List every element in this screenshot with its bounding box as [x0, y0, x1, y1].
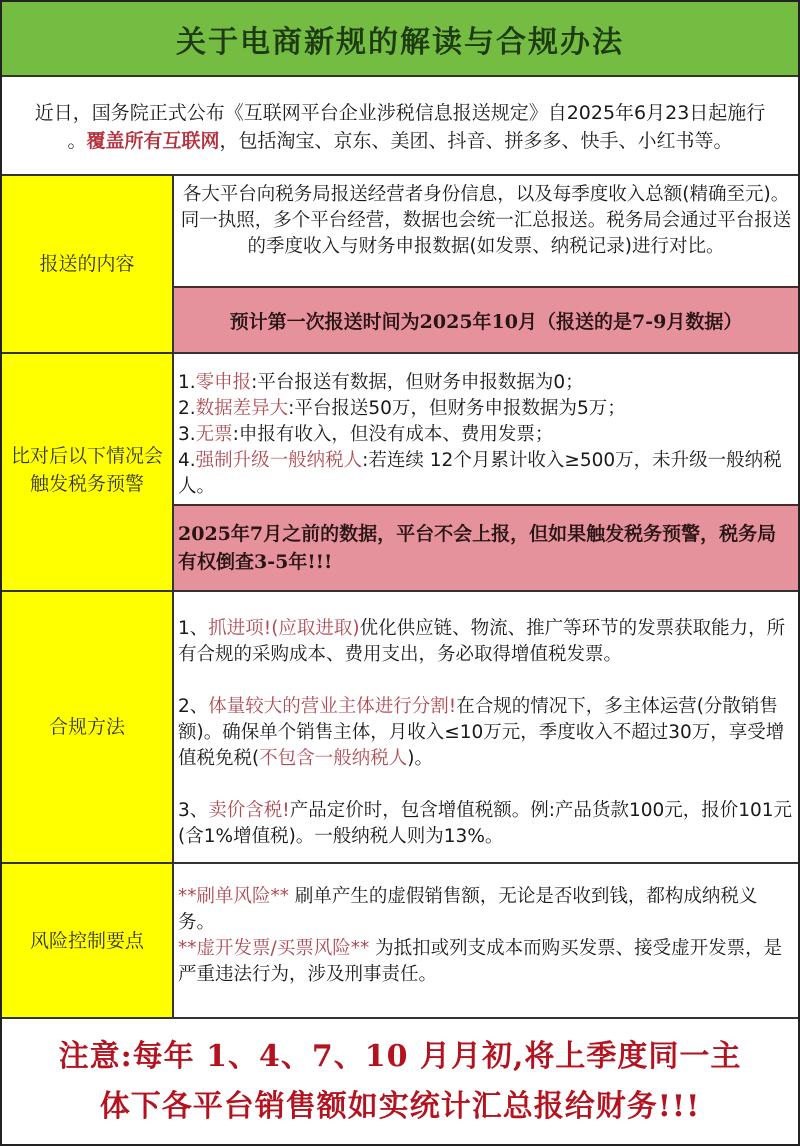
risk-item: **虚开发票/买票风险** 为抵扣或列支成本而购买发票、接受虚开发票，是严重违法行为，涉及刑事责任。 [178, 938, 783, 985]
section-tax-warnings [2, 354, 798, 592]
risk-keyword: **虚开发票/买票风险** [178, 938, 370, 959]
method-keyword: 卖价含税! [208, 800, 290, 821]
footer-reminder [2, 1019, 798, 1144]
warning-keyword: 零申报 [195, 372, 252, 393]
footer-line-2: 体下各平台销售额如实统计汇总报给财务!!! [99, 1088, 701, 1124]
method-item: 3、卖价含税!产品定价时，包含增值税额。例:产品货款100元，报价101元(含1%增值税)。一般纳税人则为13%。 [178, 800, 793, 847]
intro-line-2: 。覆盖所有互联网，包括淘宝、京东、美团、抖音、拼多多、快手、小红书等。 [67, 129, 733, 152]
section-note: 预计第一次报送时间为2025年10月（报送的是7-9月数据） [174, 286, 798, 352]
section-note: 2025年7月之前的数据，平台不会上报，但如果触发税务预警，税务局有权倒查3-5年!!! [174, 504, 798, 590]
page-title: 关于电商新规的解读与合规办法 [176, 24, 624, 60]
warning-keyword: 无票 [195, 424, 233, 445]
method-list [174, 592, 798, 862]
method-item: 1、抓进项!(应取进取)优化供应链、物流、推广等环节的发票获取能力，所有合规的采购成本、费用支出，务必取得增值税发票。 [178, 618, 786, 665]
footer-line-1: 注意:每年 1、4、7、10 月月初,将上季度同一主 [58, 1038, 742, 1074]
section-label: 报送的内容 [2, 176, 174, 352]
section-compliance-methods [2, 592, 798, 864]
intro-highlight: 覆盖所有互联网 [86, 129, 220, 152]
intro-line-1: 近日，国务院正式公布《互联网平台企业涉税信息报送规定》自2025年6月23日起施行 [34, 101, 766, 124]
warning-item: 1.零申报:平台报送有数据，但财务申报数据为0； [178, 372, 584, 393]
title-bar [2, 2, 798, 77]
method-item: 2、体量较大的营业主体进行分割!在合规的情况下，多主体运营(分散销售额)。确保单个销售主体，月收入≤10万元，季度收入不超过30万，享受增值税免税(不包含一般纳税人)。 [178, 696, 785, 769]
section-label: 合规方法 [2, 592, 174, 862]
risk-item: **刷单风险** 刷单产生的虚假销售额，无论是否收到钱，都构成纳税义务。 [178, 886, 758, 933]
risk-list [174, 864, 798, 1017]
method-keyword: 体量较大的营业主体进行分割! [208, 696, 457, 717]
warning-item: 3.无票:申报有收入，但没有成本、费用发票； [178, 424, 554, 445]
intro-paragraph [2, 79, 798, 176]
warning-item: 4.强制升级一般纳税人:若连续 12个月累计收入≥500万，未升级一般纳税人。 [178, 450, 782, 497]
section-label: 比对后以下情况会触发税务预警 [2, 354, 174, 590]
risk-keyword: **刷单风险** [178, 886, 290, 907]
warning-list [174, 354, 798, 504]
section-risk-control [2, 864, 798, 1019]
section-label: 风险控制要点 [2, 864, 174, 1017]
warning-keyword: 数据差异大 [195, 398, 289, 419]
method-keyword: 抓进项!(应取进取) [208, 618, 360, 639]
section-report-content [2, 176, 798, 354]
section-content: 各大平台向税务局报送经营者身份信息，以及每季度收入总额(精确至元)。同一执照，多个平台经营，数据也会统一汇总报送。税务局会通过平台报送的季度收入与财务申报数据(如发票、纳税记录)进行对比。 [174, 176, 798, 286]
warning-keyword: 强制升级一般纳税人 [195, 450, 363, 471]
warning-item: 2.数据差异大:平台报送50万，但财务申报数据为5万； [178, 398, 626, 419]
